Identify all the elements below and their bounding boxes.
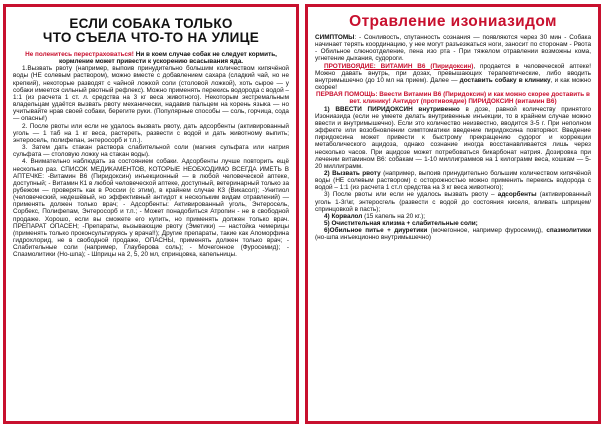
step-2-label: 2) Вызвать рвоту [324, 169, 381, 177]
step-1-label: 1) ВВЕСТИ ПИРИДОКСИН внутривенно [324, 105, 460, 113]
antidote-label: ПРОТИВОЯДИЕ: ВИТАМИН В6 (Пиридоксин) [324, 62, 474, 70]
right-title: Отравление изониазидом [349, 13, 557, 30]
left-paragraph-1: 1.Вызвать рвоту (например, выпоив принудительно большим количеством кипячёной воды (НЕ солевым раствором), можно вместе с добавлением сахара (сладкий чай, но не крепкий), некоторые разводят с чайной ложкой соли (столовой ложкой), хоть сырое — у собаки имеется сильный рвотный рефлекс). Можно применять перекись водорода с водой – 1:1 (из расчета 1 ст. л. средства на 3 кг веса животного). Некоторым экстремальным владельцам удаётся вызвать рвоту механически, надавив пальцем на корень языка — но учитывайте нрав своей собаки, берегите руки. (Популярные способы — соль, горчица, сода — опасны!) [13, 65, 289, 123]
first-aid-bold: ПИРИДОКСИН (витамин В6) [468, 98, 557, 106]
left-paragraph-2: 2. После рвоты или если не удалось вызвать рвоту, дать адсорбенты (активированный уголь — 1 таб на 1 кг веса, растереть, развести с водой и дать животному выпить; энтеросель, полифепан, энтеросорб и т.п.). [13, 122, 289, 144]
step-3-text: 3) После рвоты или если не удалось вызвать рвоту – [324, 191, 498, 199]
left-title-line2: ЧТО СЪЕЛА ЧТО-ТО НА УЛИЦЕ [42, 30, 260, 45]
step-4-rest: (15 капель на 20 кг.); [362, 212, 426, 220]
step-6-bold: 6)Обильное питье + диуретики [324, 227, 428, 235]
antidote-end: , и как можно скорее! [315, 76, 591, 92]
intro [13, 51, 289, 65]
left-body [13, 51, 289, 259]
symptoms-label: СИМПТОМЫ [315, 34, 355, 41]
antidote-bold: доставить собаку в клинику [459, 76, 551, 84]
intro-warning: Не поленитесь перестраховаться! [25, 51, 134, 58]
first-aid-red: ПЕРВАЯ ПОМОЩЬ: Ввести Витамин В6 (Пиридоксин) и как можно скорее доставить в вет. клинику! Антидот (противоядие) [316, 91, 590, 106]
left-panel [3, 4, 299, 424]
left-title-line1: ЕСЛИ СОБАКА ТОЛЬКО [69, 16, 233, 31]
step-3-bold: адсорбенты [497, 191, 537, 199]
step-1 [315, 106, 591, 170]
step-6-mid: (мочегонное, например фуросемид), [427, 227, 547, 235]
step-3-rest: (активированный уголь 1-3г\кг, энтеросгель (развести с водой до состояния киселя, вливать шприцем/спринцовкой в пасть); [315, 191, 591, 213]
first-aid [315, 91, 591, 105]
step-5: 5) Очистительная клизма + слабительные соли; [324, 220, 478, 228]
step-6-bold2: спазмолитики [546, 227, 591, 235]
left-title [13, 17, 289, 45]
step-2-text: (например, выпоив принудительно большим количеством кипячёной воды (НЕ солевым раствором) с осторожностью можно применить перекись водорода с водой – 1:1 (из расчета 1 ст.л средства на 3 кг веса животного); [315, 169, 591, 192]
symptoms [315, 34, 591, 63]
right-body [315, 34, 591, 242]
step-2 [315, 170, 591, 191]
symptoms-text: : - Сонливость, спутанность сознания — появляются через 30 мин - Собака начинает терять координацию, у нее могут разъезжаться ноги, заносит по сторонам - Рвота - Обильное слюноотделение, пена изо рта - При тяжелом отравлении возможны кома, угнетение дыхания, судороги. [315, 34, 591, 63]
right-panel [305, 4, 601, 424]
step-6-rest: (но-шпа инъекционно внутримышечно) [315, 234, 432, 242]
left-paragraph-3: 3. Затем дать стакан раствора слабительной соли (магния сульфата или натрия сульфата — столовую ложку на стакан воды). [13, 144, 289, 159]
step-1-text: в дозе, равной количеству принятого Изониазида (если не умеете делать внутривенные инъекции, то в крайнем случае можно ввести и внутримышечно). Если это количество неизвестно, вводится 3-5 г. При неполном эффекте или возобновлении симптоматики введение пиридоксина повторяют. Введение пиридоксина может привести к быстрому прекращению судорог и коррекции метаболического ацидоза, однако сознание иногда восстанавливается лишь через несколько часов. При ацидозе может потребоваться бикарбонат натрия. Дозировка при лечении витамином В6: собакам — 1-10 миллиграммов на 1 килограмм веса, кошкам — 5-20 миллиграмм. [315, 105, 592, 170]
step-4 [315, 213, 591, 220]
antidote-text: , продается в человеческой аптеке! Можно давать внутрь, при дозах, превышающих терапевтические, либо вводить внутримышечно (до 10 мл на прием). Далее — [315, 62, 591, 84]
step-6 [315, 227, 591, 241]
step-3 [315, 191, 591, 212]
step-4-bold: 4) Корвалол [324, 212, 363, 220]
intro-text: Ни в коем случае собак не следует кормить, кормление может привести к ускорению всасывания яда. [58, 51, 277, 66]
antidote [315, 63, 591, 92]
left-paragraph-4: 4. Внимательно наблюдать за состоянием собаки. Адсорбенты лучше повторить ещё несколько раз. СПИСОК МЕДИКАМЕНТОВ, КОТОРЫЕ НЕОБХОДИМО ВСЕГДА ИМЕТЬ В АПТЕЧКЕ: -Витамин В6 (Пиридоксин) инъекционный — в любой человеческой аптеке, доступный; - Витамин К1 в любой человеческой аптеке, доступный, ветеринарный только за рубежом — проверять как в России (с этим), в крайнем случае К3 (Викасол); -Унитиол (человеческий, недешёвый, но эффективный антидот к нескольким видам отравлений) — применять должен только врач; - Адсорбенты: Активированный уголь, Энтеросель, Сорбекс, Полифепам, Энтеросорб и т.п.; - Может понадобиться Атропин - не в свободной продаже. Хорошо, если вы сможете его купить, но применять должен только врач. ПРЕПАРАТ ОПАСЕН; -Препараты, вызывающие рвоту (Эметики) — настойка чемерицы (применять только проконсультируясь у врача!!); Другие препараты, такие как Апоморфина гидрохлорид, не в свободной продаже, ОПАСНЫ, применять должен только врач; - Слабительные соли (например, Глауберова соль); - Мочегонное (Фуросемид); - Спазмолитики (Но-шпа); - Шприцы на 2, 5, 20 мл, спринцовка, капельницы. [13, 158, 289, 259]
